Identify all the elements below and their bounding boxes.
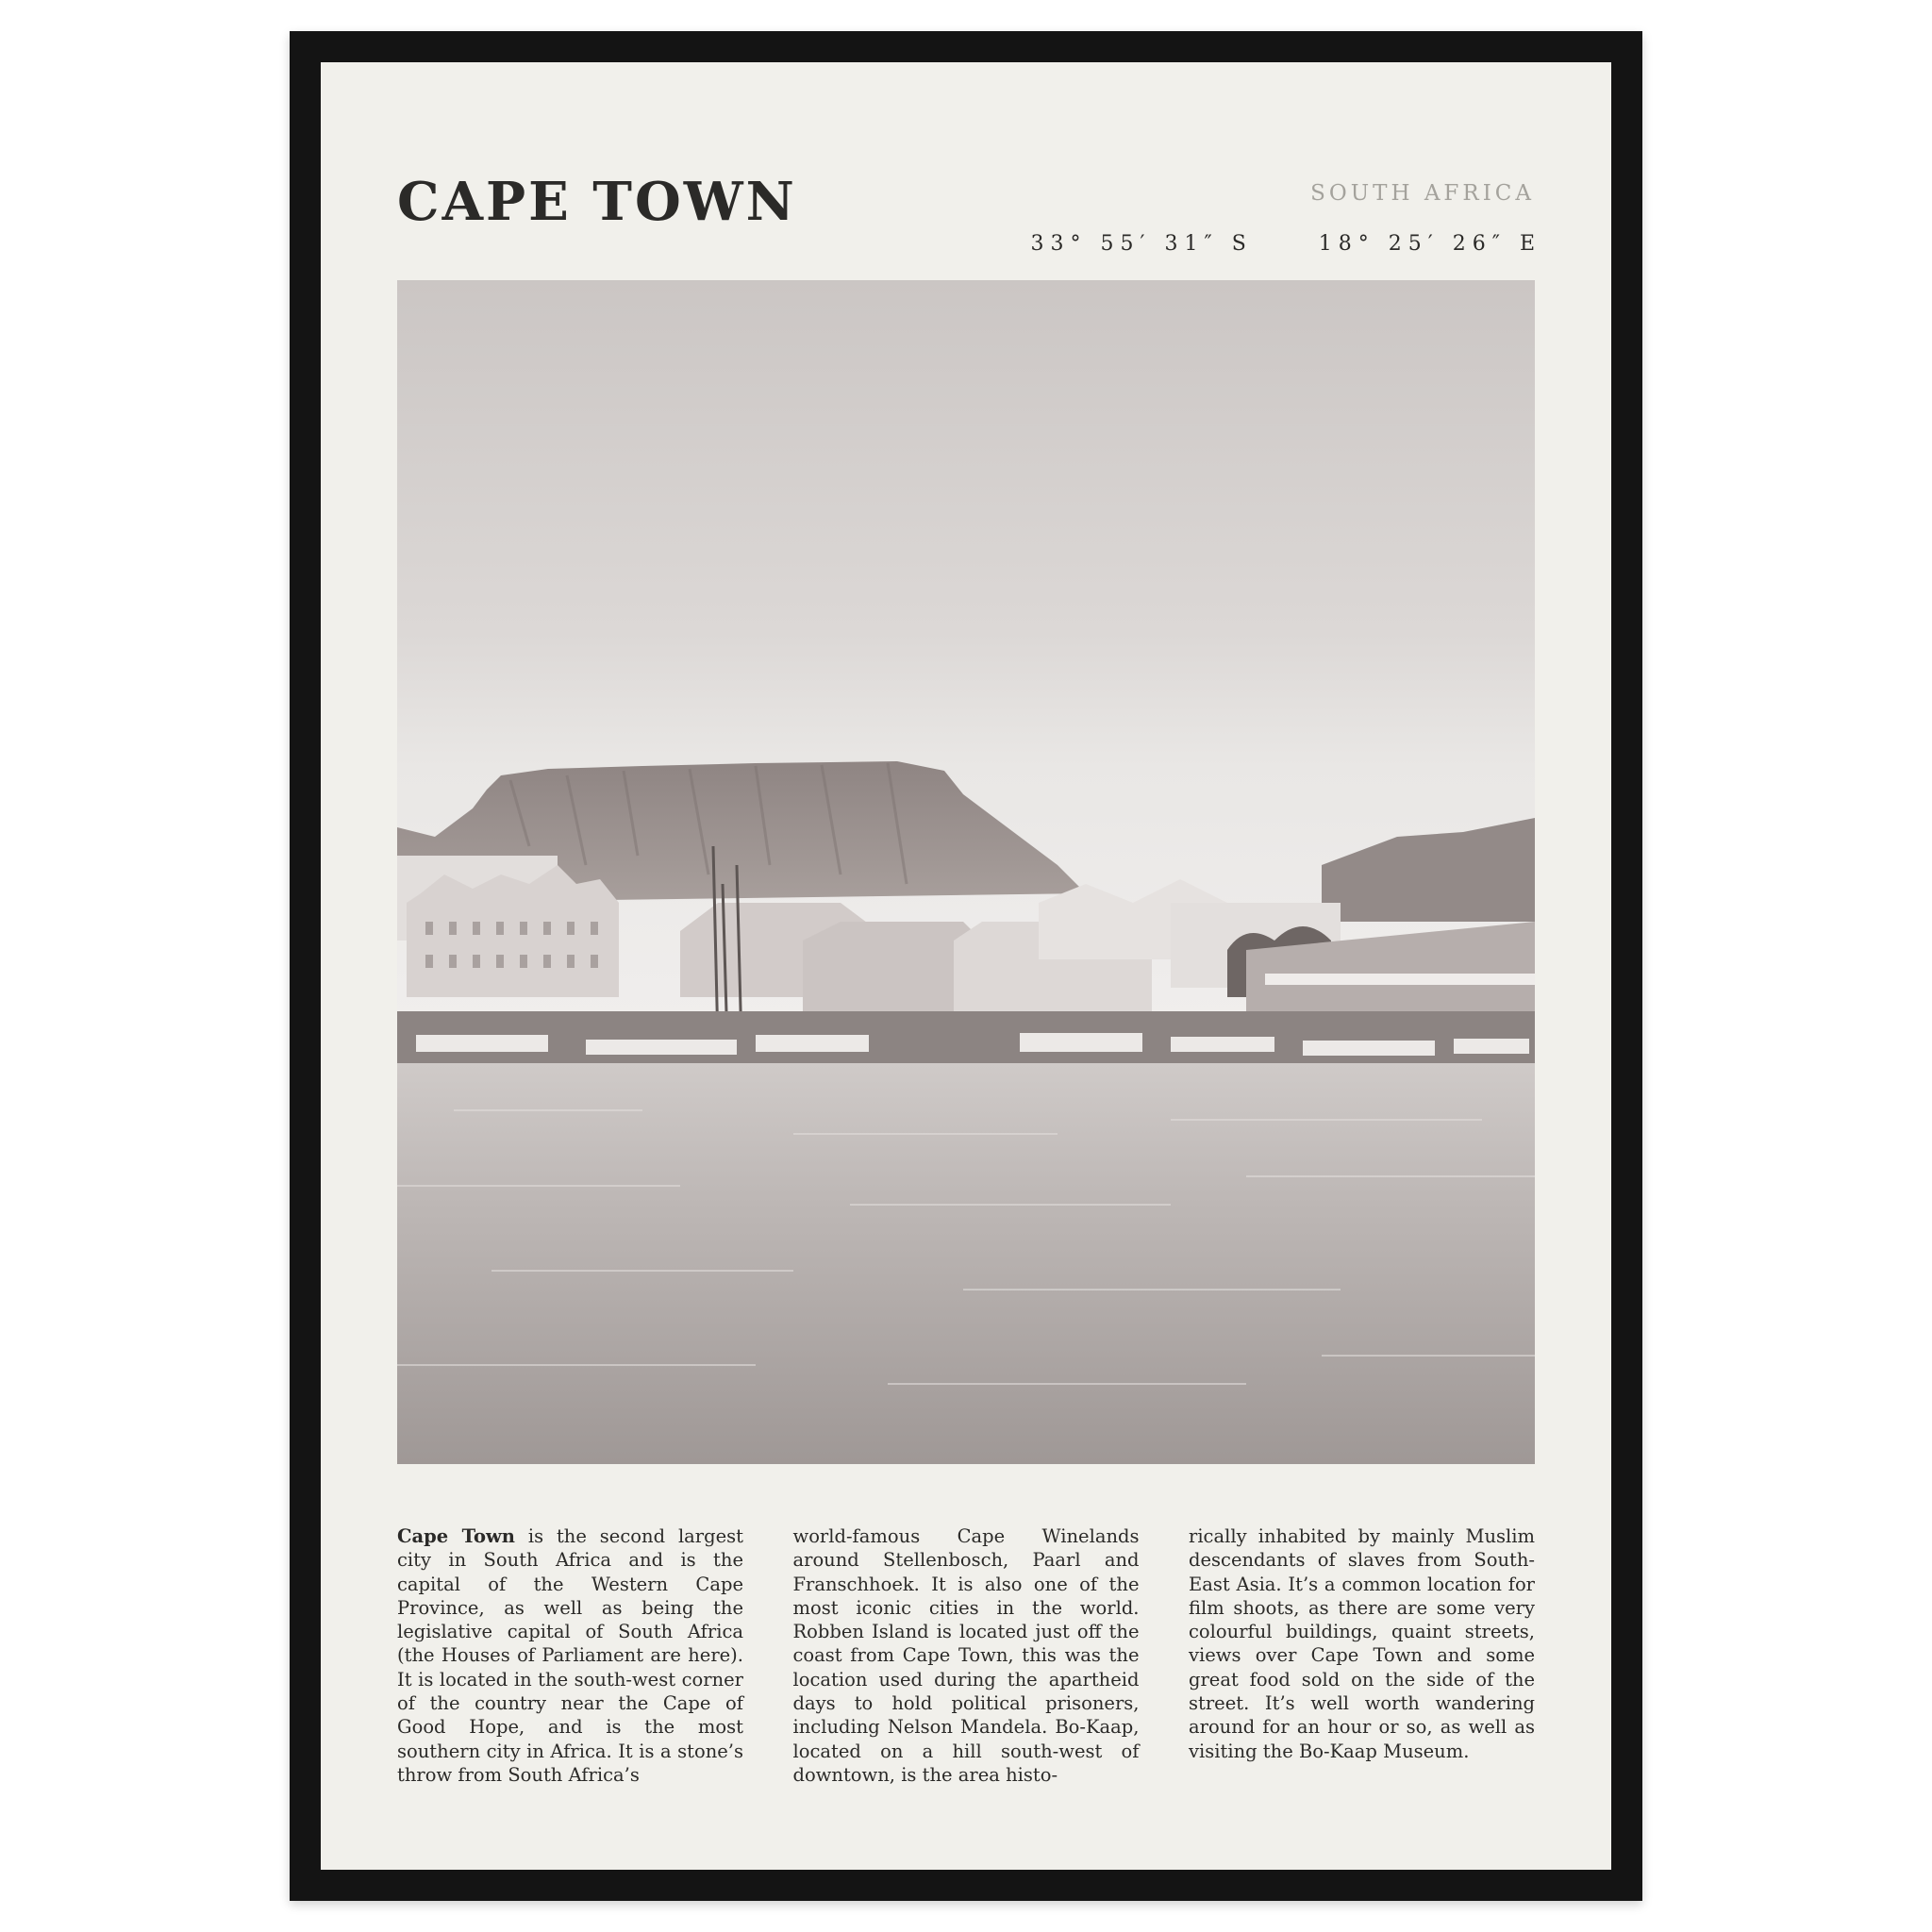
coordinates [1030, 232, 1541, 256]
table-mountain-waterfront-illustration [397, 280, 1535, 1464]
harbour-photo [397, 280, 1535, 1464]
harbour-water [397, 1063, 1535, 1464]
country-label: SOUTH AFRICA [1310, 181, 1535, 206]
description-col2-text: world-famous Cape Winelands around Stellenbosch, Paarl and Franschhoek. It is also one of the most iconic cities in the world. Robben Island is located just off the coast from Cape Town, this was the location used during the apartheid days to hold political prisoners, including Nelson Mandela. Bo-Kaap, located on a hill south-west of downtown, is the area histo- [792, 1525, 1140, 1786]
latitude: 33° 55′ 31″ S [1030, 232, 1253, 256]
description-columns [397, 1524, 1535, 1787]
clock-tower-building [407, 865, 619, 997]
description-col3-text: rically inhabited by mainly Muslim descendants of slaves from South-East Asia. It’s a common location for film shoots, as there are some very colourful buildings, quaint streets, views over Cape Town and some great food sold on the side of the street. It’s well worth wandering around for an hour or so, as well as visiting the Bo-Kaap Museum. [1189, 1525, 1535, 1762]
description-col1-text: is the second largest city in South Africa and is the capital of the Western Cape Province, as well as being the legislative capital of South Africa (the Houses of Parliament are here). It is located in the south-west corner of the country near the Cape of Good Hope, and is the most southern city in Africa. It is a stone’s throw from South Africa’s [397, 1525, 743, 1786]
description-column-2 [793, 1524, 1140, 1787]
longitude: 18° 25′ 26″ E [1318, 232, 1541, 256]
poster-frame [290, 31, 1642, 1901]
poster-paper [321, 62, 1611, 1870]
city-title: CAPE TOWN [397, 171, 797, 233]
restaurant-awning [1265, 974, 1535, 985]
description-column-3 [1189, 1524, 1535, 1787]
description-lead: Cape Town [397, 1525, 515, 1547]
description-column-1 [397, 1524, 743, 1787]
